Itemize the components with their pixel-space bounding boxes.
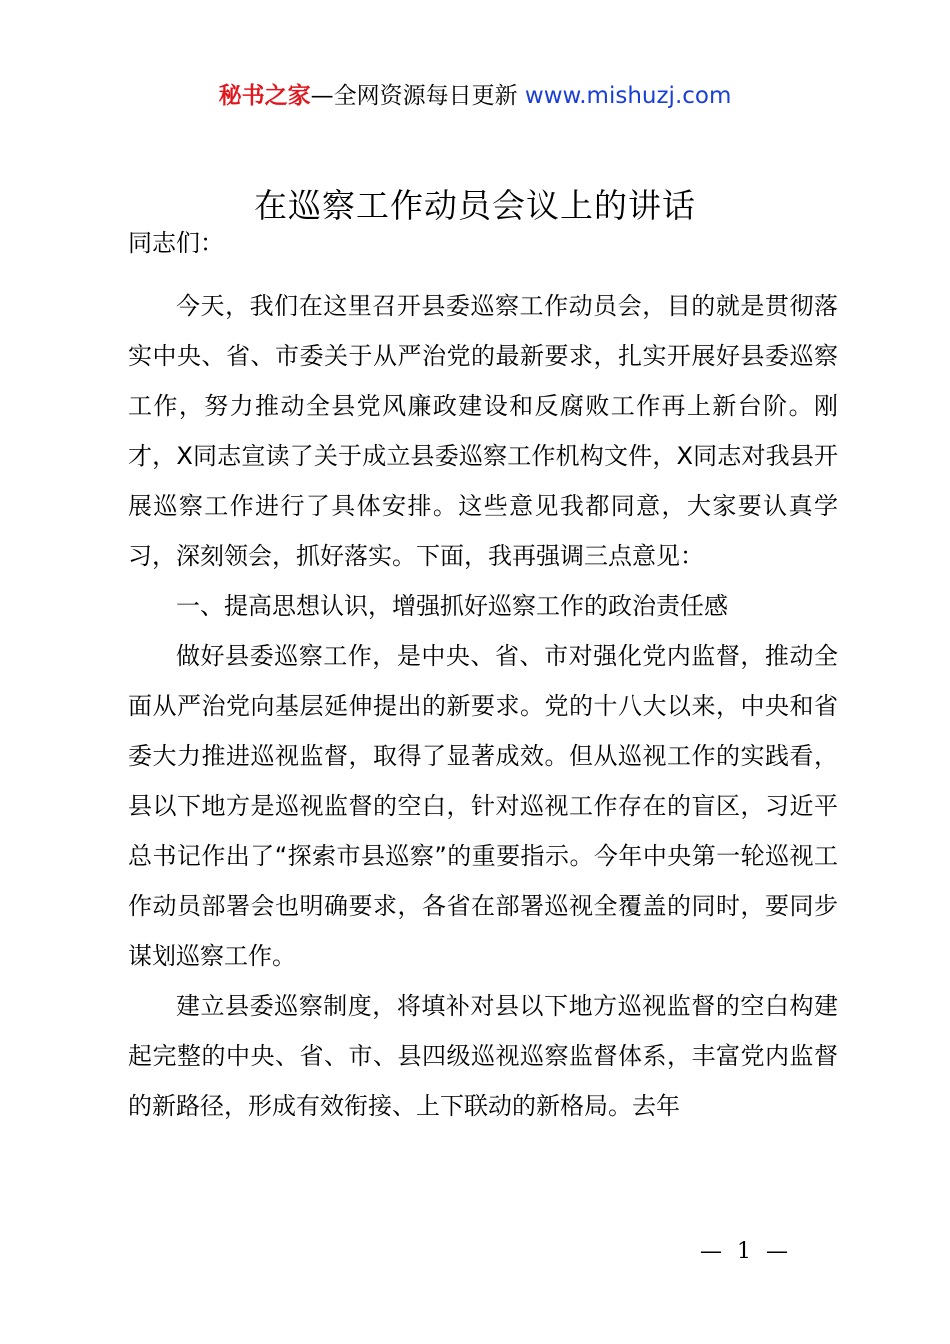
paragraph: 建立县委巡察制度，将填补对县以下地方巡视监督的空白构建起完整的中央、省、市、县四级巡视巡察监督体系，丰富党内监督的新路径，形成有效衔接、上下联动的新格局。去年 — [128, 992, 838, 1120]
section-heading: 一、提高思想认识，增强抓好巡察工作的政治责任感 — [176, 592, 728, 620]
document-title: 在巡察工作动员会议上的讲话 — [254, 186, 696, 225]
paragraph: 今天，我们在这里召开县委巡察工作动员会，目的就是贯彻落实中央、省、市委关于从严治党的最新要求，扎实开展好县委巡察工作，努力推动全县党风廉政建设和反腐败工作再上新台阶。刚才，X同志宣读了关于成立县委巡察工作机构文件，X同志对我县开展巡察工作进行了具体安排。这些意见我都同意，大家要认真学习，深刻领会，抓好落实。下面，我再强调三点意见： — [128, 292, 838, 570]
site-header — [0, 80, 950, 112]
site-url-link[interactable]: www.mishuzj.com — [524, 83, 732, 109]
document-body — [128, 281, 838, 1131]
greeting: 同志们： — [128, 229, 224, 257]
paragraph: 做好县委巡察工作，是中央、省、市对强化党内监督，推动全面从严治党向基层延伸提出的新要求。党的十八大以来，中央和省委大力推进巡视监督，取得了显著成效。但从巡视工作的实践看，县以下地方是巡视监督的空白，针对巡视工作存在的盲区，习近平总书记作出了“探索市县巡察”的重要指示。今年中央第一轮巡视工作动员部署会也明确要求，各省在部署巡视全覆盖的同时，要同步谋划巡察工作。 — [128, 642, 838, 970]
page-number: — 1 — — [700, 1239, 792, 1264]
site-brand: 秘书之家 — [218, 83, 311, 109]
site-tagline: —全网资源每日更新 — [310, 83, 525, 109]
